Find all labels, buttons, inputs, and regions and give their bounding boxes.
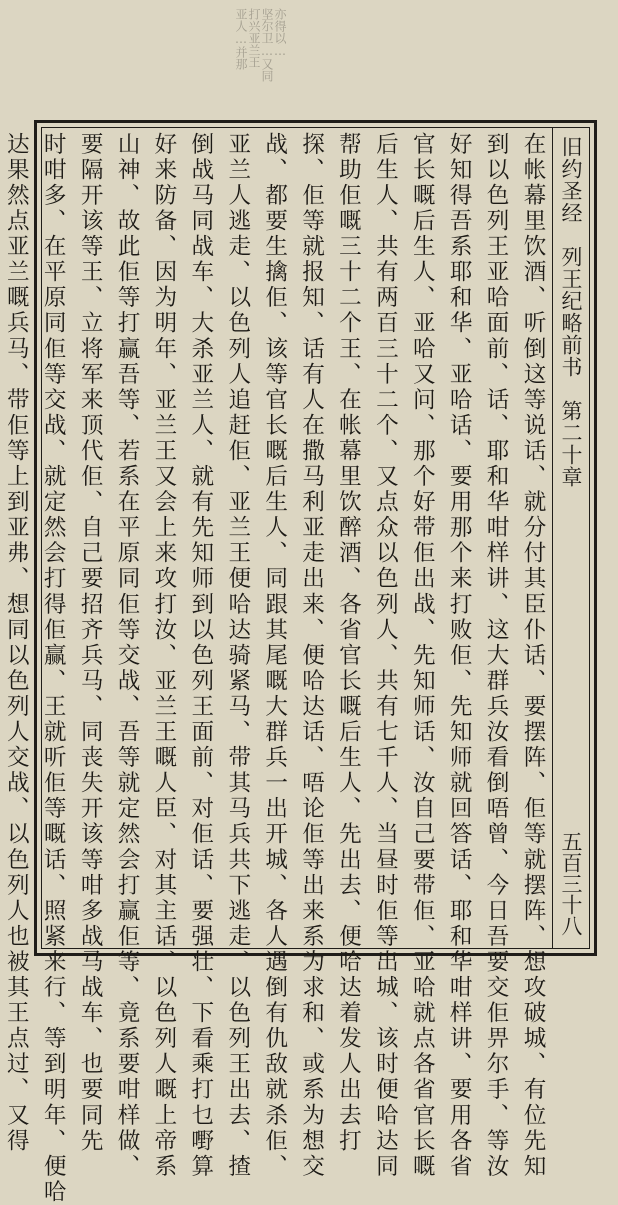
text-column: 帮助佢嘅三十二个王、在帐幕里饮醉酒、各省官长嘅后生人、先出去、便哈达着发人出去打 [335,132,362,1154]
text-column: 要隔开该等王、立将军来顶代佢、自己要招齐兵马、同丧失开该等咁多战马战车、也要同先 [77,132,104,1154]
text-column: 达果然点亚兰嘅兵马、带佢等上到亚弗、想同以色列人交战、以色列人也被其王点过、又得 [3,132,30,1154]
page-frame [3,120,597,1205]
bleed-through-column: 坚尔卫…又同 [260,8,274,82]
header-strip [552,128,589,948]
running-title: 旧约圣经 列王纪略前书 第二十章 [559,136,583,488]
text-column: 好知得吾系耶和华、亚哈话、要用那个来打败佢、先知师就回答话、耶和华咁样讲、要用各省 [446,132,473,1180]
inner-border [3,127,590,1205]
text-column: 倒战马同战车、大杀亚兰人、就有先知师到以色列王面前、对佢话、要强壮、下看乘打乜嘢算 [187,132,214,1180]
text-column: 亚兰人逃走、以色列人追赶佢、亚兰王便哈达骑紧马、带其马兵共下逃走、以色列王出去、揸 [224,132,251,1180]
bleed-through-column: 打兴亚兰王 [247,8,261,68]
text-column: 到以色列王亚哈面前、话、耶和华咁样讲、这大群兵汝看倒唔曾、今日吾要交佢畀尔手、等汝 [483,132,510,1180]
text-column: 探、佢等就报知、话有人在撒马利亚走出来、便哈达话、唔论佢等出来系为求和、或系为想交 [298,132,325,1180]
bleed-through-text [176,8,286,104]
text-column: 时咁多、在平原同佢等交战、就定然会打得佢赢、王就听佢等嘅话、照紧来行、等到明年、便哈 [40,132,67,1205]
text-column: 官长嘅后生人、亚哈又问、那个好带佢出战、先知师话、汝自己要带佢、亚哈就点各省官长嘅 [409,132,436,1180]
bleed-through-column: 亚人…并那 [234,8,248,70]
page-number: 五百三十八 [559,831,583,936]
bleed-through-column: 亦得以… [273,8,287,58]
text-column: 好来防备、因为明年、亚兰王又会上来攻打汝、亚兰王嘅人臣、对其主话、以色列人嘅上帝系 [150,132,177,1180]
text-column: 山神、故此佢等打赢吾等、若系在平原同佢等交战、吾等就定然会打赢佢等、竟系要咁样做、 [114,132,141,1180]
text-column: 后生人、共有两百三十二个、又点众以色列人、共有七千人、当昼时佢等出城、该时便哈达同 [372,132,399,1180]
text-column: 在帐幕里饮酒、听倒这等说话、就分付其臣仆话、要摆阵、佢等就摆阵、想攻破城、有位先知 [520,132,546,1180]
text-body [3,132,551,1205]
text-column: 战、都要生擒佢、该等官长嘅后生人、同跟其尾嘅大群兵一出开城、各人遇倒有仇敌就杀佢、 [261,132,288,1180]
